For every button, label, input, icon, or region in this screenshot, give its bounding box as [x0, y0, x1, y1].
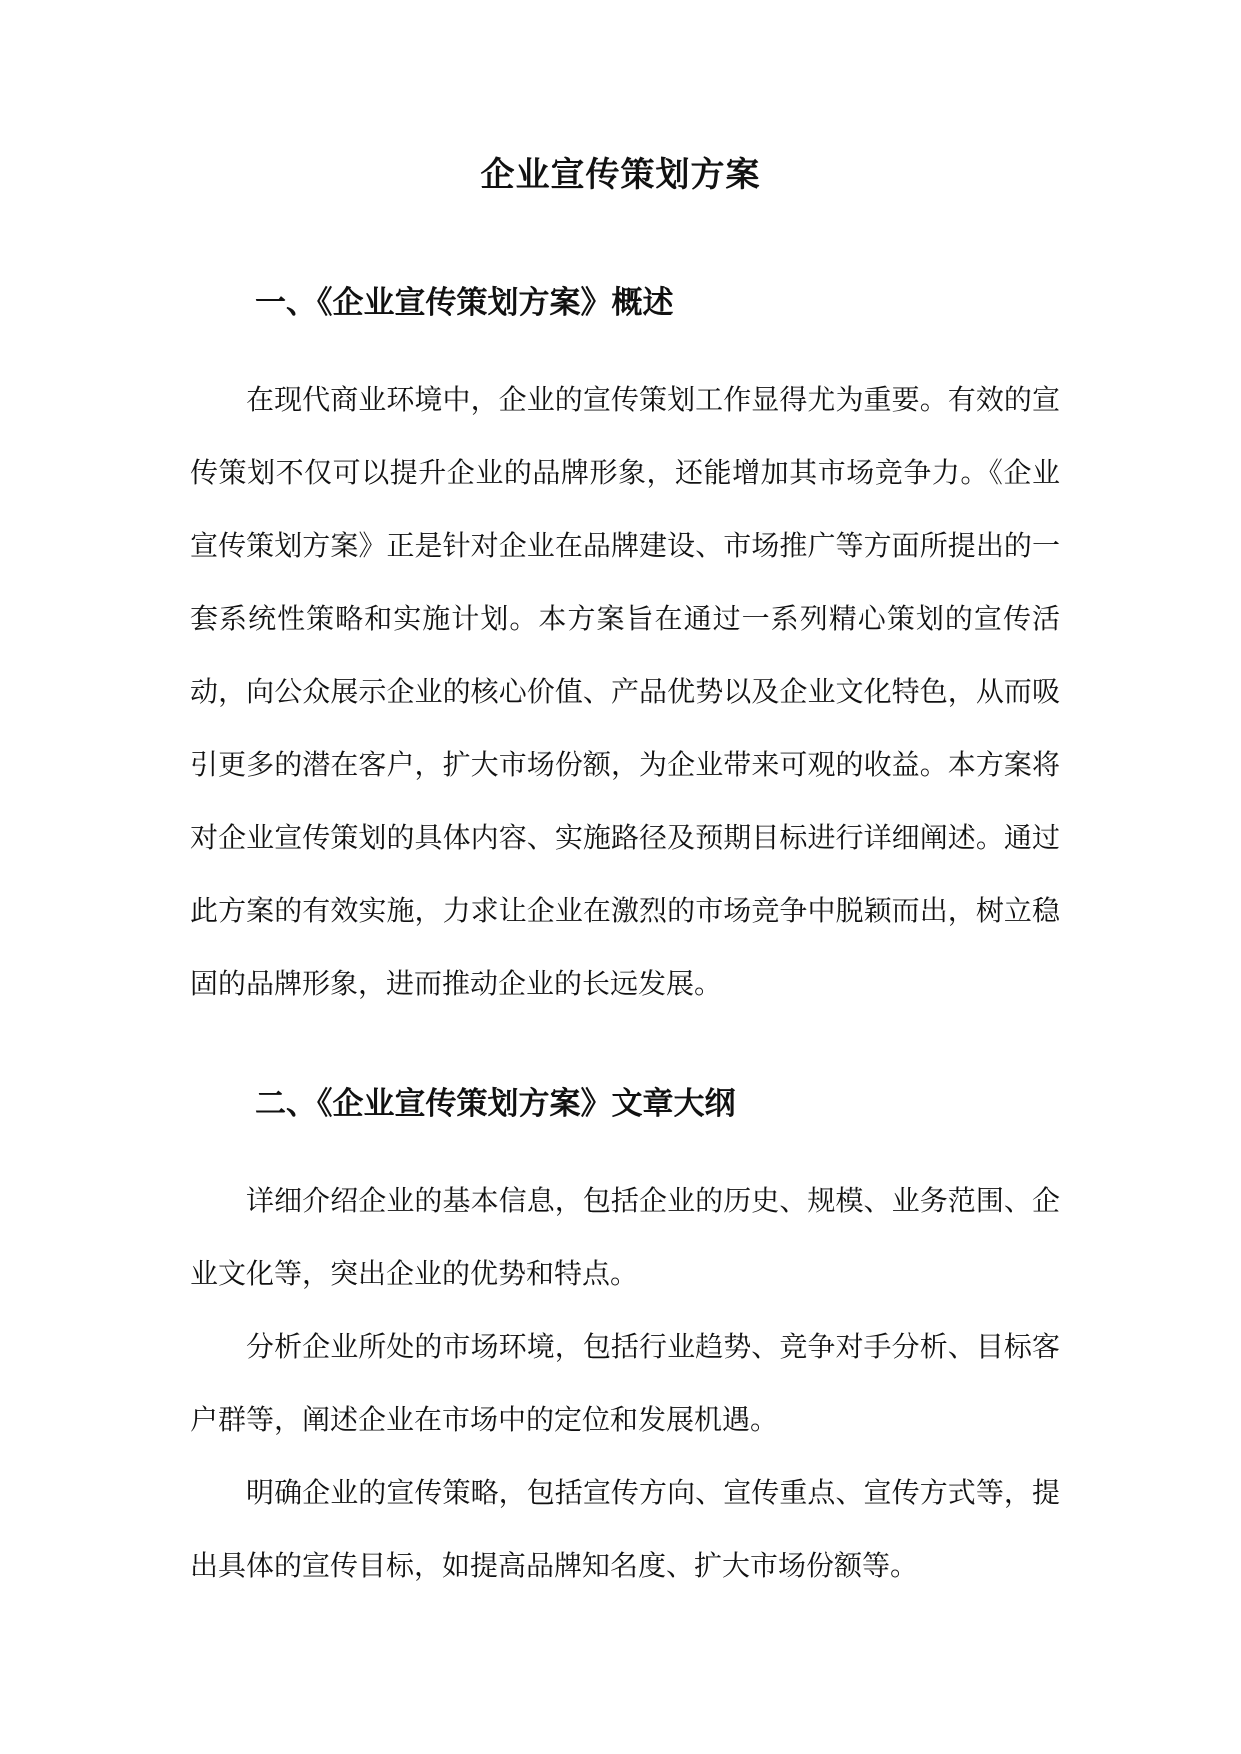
section-heading-overview: 一、《企业宣传策划方案》概述 — [255, 285, 674, 321]
overview-paragraph: 在现代商业环境中，企业的宣传策划工作显得尤为重要。有效的宣传策划不仅可以提升企业的品牌形象，还能增加其市场竞争力。《企业宣传策划方案》正是针对企业在品牌建设、市场推广等方面所提出的一套系统性策略和实施计划。本方案旨在通过一系列精心策划的宣传活动，向公众展示企业的核心价值、产品优势以及企业文化特色，从而吸引更多的潜在客户，扩大市场份额，为企业带来可观的收益。本方案将对企业宣传策划的具体内容、实施路径及预期目标进行详细阐述。通过此方案的有效实施，力求让企业在激烈的市场竞争中脱颖而出，树立稳固的品牌形象，进而推动企业的长远发展。 — [190, 383, 1060, 1000]
section-heading-outline: 二、《企业宣传策划方案》文章大纲 — [255, 1086, 736, 1122]
outline-paragraph-company-info: 详细介绍企业的基本信息，包括企业的历史、规模、业务范围、企业文化等，突出企业的优势和特点。 — [190, 1184, 1060, 1290]
document-title: 企业宣传策划方案 — [480, 155, 761, 195]
outline-paragraph-market-analysis: 分析企业所处的市场环境，包括行业趋势、竞争对手分析、目标客户群等，阐述企业在市场中的定位和发展机遇。 — [190, 1330, 1060, 1436]
outline-paragraph-promotion-strategy: 明确企业的宣传策略，包括宣传方向、宣传重点、宣传方式等，提出具体的宣传目标，如提高品牌知名度、扩大市场份额等。 — [190, 1476, 1060, 1582]
